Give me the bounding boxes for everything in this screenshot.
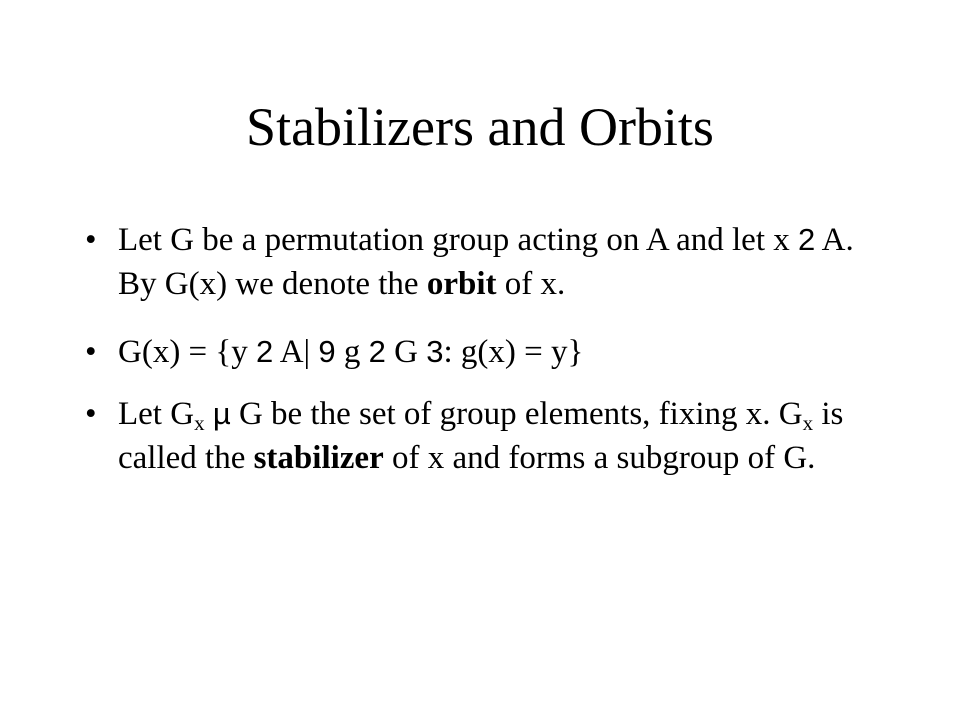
- subscript-x: x: [194, 411, 205, 435]
- bullet-orbit-formula: [85, 330, 885, 374]
- text-run: G be the set of group elements, fixing x. G: [230, 396, 803, 432]
- text-run: of x.: [496, 266, 566, 302]
- slide-title: Stabilizers and Orbits: [246, 97, 714, 157]
- text-run: g: [335, 334, 369, 370]
- subscript-x: x: [802, 411, 814, 435]
- such-that-symbol: 3: [426, 334, 444, 369]
- bullet-orbit-definition: [85, 218, 885, 306]
- element-of-symbol: 2: [256, 334, 274, 369]
- text-run: A|: [273, 334, 319, 370]
- text-run: G(x) = {y: [118, 334, 257, 370]
- element-of-symbol: 2: [368, 334, 386, 369]
- text-run: Let G: [118, 396, 195, 432]
- bullet-list: [85, 218, 885, 504]
- text-run: of x and forms a subgroup of G.: [383, 440, 816, 476]
- bullet-dot: •: [85, 222, 97, 258]
- exists-symbol: 9: [318, 334, 336, 369]
- text-run: G: [385, 334, 427, 370]
- text-run: A. By G(x) we denote the: [118, 222, 854, 302]
- element-of-symbol: 2: [798, 222, 816, 257]
- bold-term-stabilizer: stabilizer: [253, 440, 384, 476]
- text-run: : g(x) = y}: [443, 334, 584, 370]
- text-run: [205, 396, 213, 432]
- text-run: Let G be a permutation group acting on A and let x: [118, 222, 798, 258]
- bullet-stabilizer-definition: [85, 392, 885, 480]
- subset-symbol: µ: [212, 396, 231, 431]
- text-run: is called the: [118, 396, 844, 476]
- bullet-dot: •: [85, 396, 97, 432]
- bullet-dot: •: [85, 334, 97, 370]
- bold-term-orbit: orbit: [426, 266, 497, 302]
